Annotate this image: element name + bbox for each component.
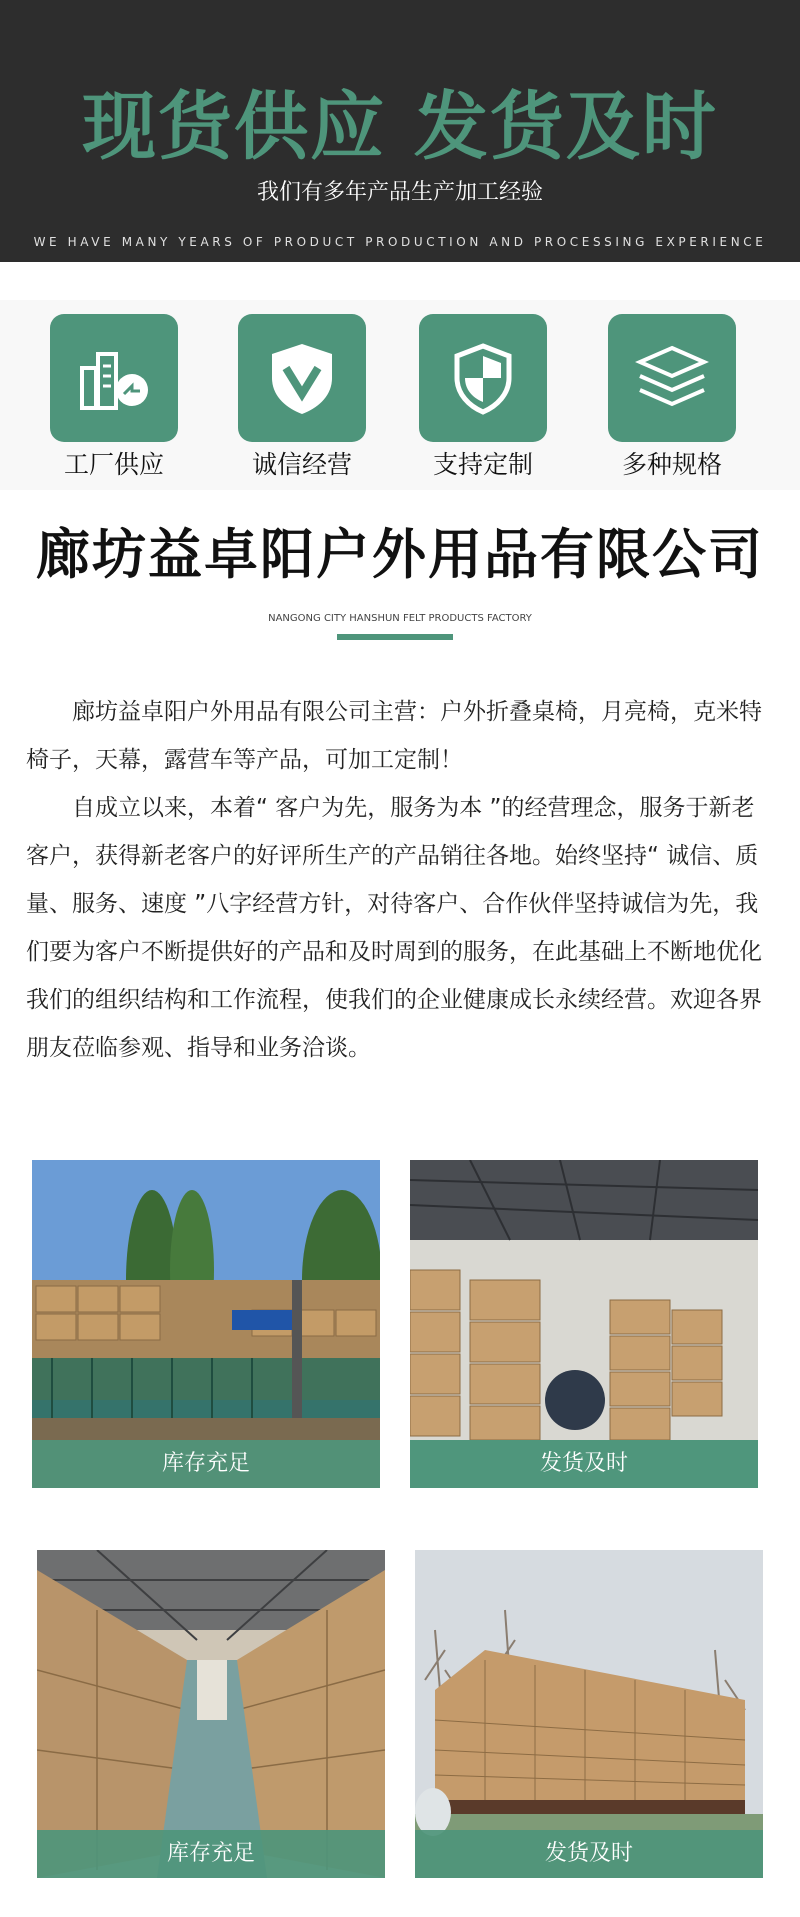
feature-custom bbox=[413, 314, 553, 484]
photo-stock-outdoor bbox=[32, 1160, 380, 1488]
intro-paragraph: 廊坊益卓阳户外用品有限公司主营：户外折叠桌椅，月亮椅，克米特椅子，天幕，露营车等产品，可加工定制！ bbox=[26, 699, 762, 773]
photo-caption: 发货及时 bbox=[410, 1440, 758, 1488]
truck-photo-image bbox=[415, 1550, 763, 1878]
banner-title: 现货供应 发货及时 bbox=[82, 84, 718, 170]
company-name: 廊坊益卓阳户外用品有限公司 bbox=[36, 523, 764, 586]
feature-specs bbox=[602, 314, 742, 484]
feature-label: 支持定制 bbox=[432, 450, 533, 479]
warehouse-photo-image bbox=[410, 1160, 758, 1488]
photo-caption: 库存充足 bbox=[37, 1830, 385, 1878]
photo-stock-aisle bbox=[37, 1550, 385, 1878]
feature-factory bbox=[44, 314, 184, 484]
feature-label: 诚信经营 bbox=[251, 450, 352, 479]
photo-caption: 库存充足 bbox=[32, 1440, 380, 1488]
banner-subtitle: 我们有多年产品生产加工经验 bbox=[256, 180, 543, 205]
banner-english-subtitle: WE HAVE MANY YEARS OF PRODUCT PRODUCTION AND PROCESSING EXPERIENCE bbox=[33, 235, 767, 249]
factory-icon bbox=[50, 314, 178, 442]
photo-warehouse bbox=[410, 1160, 758, 1488]
top-banner bbox=[0, 0, 800, 262]
feature-integrity bbox=[232, 314, 372, 484]
photo-caption: 发货及时 bbox=[415, 1830, 763, 1878]
shield-icon bbox=[419, 314, 547, 442]
feature-label: 多种规格 bbox=[621, 450, 722, 479]
shield-check-icon bbox=[238, 314, 366, 442]
feature-row bbox=[0, 300, 800, 490]
intro-paragraph: 自成立以来，本着“ 客户为先，服务为本 ”的经营理念，服务于新老客户，获得新老客户的好评所生产的产品销往各地。始终坚持“ 诚信、质量、服务、速度 ”八字经营方针，对待客户、合作伙伴坚持诚信为先，我们要为客户不断提供好的产品和及时周到的服务，在此基础上不断地优化我们的组织结构和工作流程，使我们的企业健康成长永续经营。欢迎各界朋友莅临参观、指导和业务洽谈。 bbox=[26, 795, 762, 1061]
company-intro bbox=[26, 688, 774, 1072]
feature-label: 工厂供应 bbox=[63, 450, 164, 479]
accent-divider bbox=[337, 634, 453, 640]
company-english-name: NANGONG CITY HANSHUN FELT PRODUCTS FACTORY bbox=[268, 613, 532, 624]
aisle-photo-image bbox=[37, 1550, 385, 1878]
photo-shipping-truck bbox=[415, 1550, 763, 1878]
stock-photo-image bbox=[32, 1160, 380, 1488]
layers-icon bbox=[608, 314, 736, 442]
